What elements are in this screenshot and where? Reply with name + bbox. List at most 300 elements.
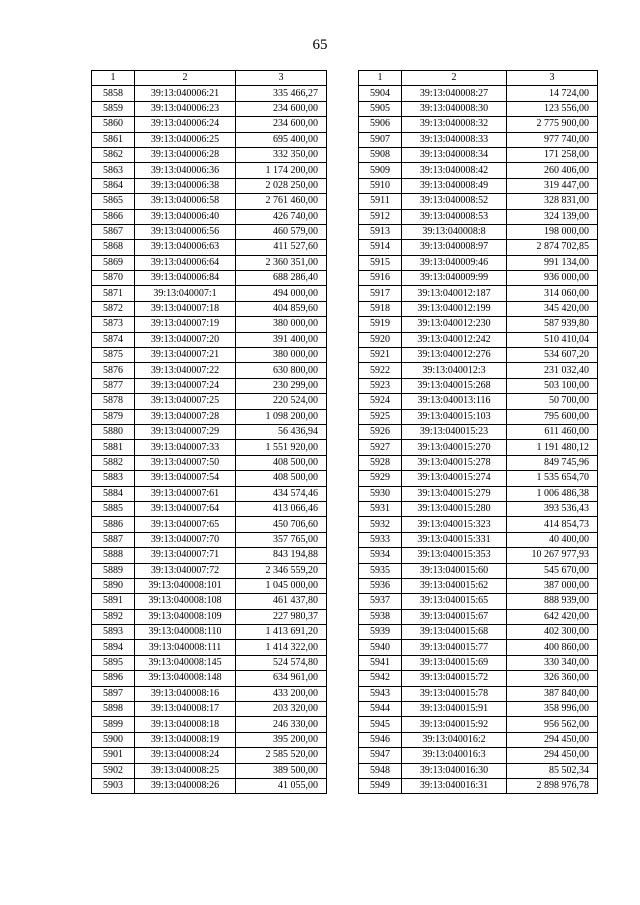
row-number: 5865 (92, 194, 135, 209)
table-row (92, 686, 327, 701)
cadastral-number: 39:13:040007:18 (135, 301, 236, 316)
cadastral-number: 39:13:040007:28 (135, 409, 236, 424)
table-row (92, 763, 327, 778)
row-number: 5936 (359, 578, 402, 593)
cadastral-number: 39:13:040006:63 (135, 240, 236, 255)
cadastral-number: 39:13:040015:103 (402, 409, 507, 424)
cadastral-number: 39:13:040006:64 (135, 255, 236, 270)
table-row (92, 194, 327, 209)
row-number: 5866 (92, 209, 135, 224)
row-number: 5869 (92, 255, 135, 270)
row-number: 5907 (359, 132, 402, 147)
cadastral-number: 39:13:040015:62 (402, 578, 507, 593)
row-number: 5926 (359, 424, 402, 439)
row-number: 5863 (92, 163, 135, 178)
table-row (92, 517, 327, 532)
row-number: 5949 (359, 778, 402, 793)
cadastral-value: 434 574,46 (236, 486, 327, 501)
cadastral-number: 39:13:040007:50 (135, 455, 236, 470)
table-row (92, 378, 327, 393)
table-row (92, 640, 327, 655)
cadastral-number: 39:13:040012:242 (402, 332, 507, 347)
cadastral-value: 358 996,00 (507, 702, 598, 717)
cadastral-number: 39:13:040007:72 (135, 563, 236, 578)
table-row (92, 702, 327, 717)
cadastral-number: 39:13:040006:21 (135, 86, 236, 101)
row-number: 5889 (92, 563, 135, 578)
cadastral-value: 198 000,00 (507, 224, 598, 239)
table-row (92, 117, 327, 132)
table-row (92, 86, 327, 101)
cadastral-number: 39:13:040008:109 (135, 609, 236, 624)
table-row (92, 671, 327, 686)
row-number: 5894 (92, 640, 135, 655)
row-number: 5861 (92, 132, 135, 147)
cadastral-value: 2 761 460,00 (236, 194, 327, 209)
cadastral-number: 39:13:040015:68 (402, 625, 507, 640)
row-number: 5915 (359, 255, 402, 270)
table-row (359, 117, 598, 132)
cadastral-number: 39:13:040012:187 (402, 286, 507, 301)
cadastral-value: 294 450,00 (507, 748, 598, 763)
cadastral-value: 332 350,00 (236, 147, 327, 162)
cadastral-value: 1 045 000,00 (236, 578, 327, 593)
cadastral-number: 39:13:040012:199 (402, 301, 507, 316)
table-row (359, 625, 598, 640)
row-number: 5880 (92, 424, 135, 439)
table-row (92, 332, 327, 347)
cadastral-value: 510 410,04 (507, 332, 598, 347)
row-number: 5921 (359, 348, 402, 363)
table-row (92, 748, 327, 763)
table-row (359, 686, 598, 701)
cadastral-number: 39:13:040006:24 (135, 117, 236, 132)
cadastral-value: 40 400,00 (507, 532, 598, 547)
cadastral-number: 39:13:040007:64 (135, 501, 236, 516)
row-number: 5931 (359, 501, 402, 516)
cadastral-number: 39:13:040013:116 (402, 394, 507, 409)
row-number: 5885 (92, 501, 135, 516)
column-header-3: 3 (236, 71, 327, 86)
cadastral-number: 39:13:040008:32 (402, 117, 507, 132)
table-row (359, 671, 598, 686)
cadastral-value: 220 524,00 (236, 394, 327, 409)
cadastral-value: 2 028 250,00 (236, 178, 327, 193)
cadastral-number: 39:13:040006:56 (135, 224, 236, 239)
row-number: 5922 (359, 363, 402, 378)
table-row (359, 486, 598, 501)
cadastral-value: 328 831,00 (507, 194, 598, 209)
cadastral-value: 294 450,00 (507, 732, 598, 747)
cadastral-number: 39:13:040015:67 (402, 609, 507, 624)
cadastral-value: 795 600,00 (507, 409, 598, 424)
cadastral-number: 39:13:040008:18 (135, 717, 236, 732)
table-row (359, 732, 598, 747)
table-row (359, 101, 598, 116)
cadastral-value: 411 527,60 (236, 240, 327, 255)
cadastral-number: 39:13:040006:25 (135, 132, 236, 147)
cadastral-value: 2 874 702,85 (507, 240, 598, 255)
table-body-right (359, 71, 598, 794)
table-row (92, 732, 327, 747)
table-row (359, 363, 598, 378)
table-row (359, 517, 598, 532)
table-row (92, 132, 327, 147)
table-row (359, 594, 598, 609)
row-number: 5928 (359, 455, 402, 470)
cadastral-value: 227 980,37 (236, 609, 327, 624)
cadastral-number: 39:13:040015:278 (402, 455, 507, 470)
cadastral-value: 1 535 654,70 (507, 471, 598, 486)
cadastral-number: 39:13:040015:23 (402, 424, 507, 439)
cadastral-number: 39:13:040015:353 (402, 548, 507, 563)
cadastral-number: 39:13:040012:230 (402, 317, 507, 332)
table-row (359, 178, 598, 193)
table-row (359, 471, 598, 486)
cadastral-number: 39:13:040006:23 (135, 101, 236, 116)
row-number: 5910 (359, 178, 402, 193)
cadastral-number: 39:13:040016:3 (402, 748, 507, 763)
cadastral-value: 345 420,00 (507, 301, 598, 316)
row-number: 5864 (92, 178, 135, 193)
cadastral-number: 39:13:040008:101 (135, 578, 236, 593)
row-number: 5883 (92, 471, 135, 486)
cadastral-value: 503 100,00 (507, 378, 598, 393)
cadastral-number: 39:13:040006:40 (135, 209, 236, 224)
cadastral-value: 234 600,00 (236, 117, 327, 132)
cadastral-number: 39:13:040007:1 (135, 286, 236, 301)
table-row (359, 455, 598, 470)
cadastral-value: 171 258,00 (507, 147, 598, 162)
cadastral-value: 393 536,43 (507, 501, 598, 516)
cadastral-number: 39:13:040015:268 (402, 378, 507, 393)
row-number: 5920 (359, 332, 402, 347)
row-number: 5892 (92, 609, 135, 624)
table-row (359, 224, 598, 239)
row-number: 5868 (92, 240, 135, 255)
cadastral-value: 391 400,00 (236, 332, 327, 347)
cadastral-value: 611 460,00 (507, 424, 598, 439)
cadastral-value: 56 436,94 (236, 424, 327, 439)
cadastral-value: 123 556,00 (507, 101, 598, 116)
row-number: 5872 (92, 301, 135, 316)
table-row (92, 363, 327, 378)
row-number: 5917 (359, 286, 402, 301)
table-row (92, 424, 327, 439)
row-number: 5875 (92, 348, 135, 363)
cadastral-number: 39:13:040012:3 (402, 363, 507, 378)
cadastral-value: 330 340,00 (507, 655, 598, 670)
row-number: 5933 (359, 532, 402, 547)
row-number: 5948 (359, 763, 402, 778)
page-number: 65 (312, 37, 328, 53)
table-row (92, 147, 327, 162)
table-row (92, 178, 327, 193)
table-row (359, 194, 598, 209)
row-number: 5906 (359, 117, 402, 132)
cadastral-value: 389 500,00 (236, 763, 327, 778)
row-number: 5886 (92, 517, 135, 532)
column-header-2: 2 (402, 71, 507, 86)
row-number: 5887 (92, 532, 135, 547)
cadastral-value: 10 267 977,93 (507, 548, 598, 563)
table-row (359, 378, 598, 393)
row-number: 5927 (359, 440, 402, 455)
cadastral-number: 39:13:040008:148 (135, 671, 236, 686)
cadastral-value: 1 414 322,00 (236, 640, 327, 655)
cadastral-number: 39:13:040015:279 (402, 486, 507, 501)
row-number: 5943 (359, 686, 402, 701)
cadastral-value: 395 200,00 (236, 732, 327, 747)
cadastral-value: 14 724,00 (507, 86, 598, 101)
row-number: 5924 (359, 394, 402, 409)
registry-table-left (91, 70, 327, 794)
row-number: 5859 (92, 101, 135, 116)
column-header-1: 1 (92, 71, 135, 86)
table-row (92, 394, 327, 409)
cadastral-value: 587 939,80 (507, 317, 598, 332)
row-number: 5911 (359, 194, 402, 209)
row-number: 5900 (92, 732, 135, 747)
table-row (359, 563, 598, 578)
row-number: 5923 (359, 378, 402, 393)
row-number: 5935 (359, 563, 402, 578)
table-row (359, 609, 598, 624)
cadastral-number: 39:13:040008:97 (402, 240, 507, 255)
table-row (92, 594, 327, 609)
cadastral-value: 326 360,00 (507, 671, 598, 686)
table-row (359, 763, 598, 778)
row-number: 5877 (92, 378, 135, 393)
table-row (92, 471, 327, 486)
table-row (92, 440, 327, 455)
row-number: 5947 (359, 748, 402, 763)
row-number: 5891 (92, 594, 135, 609)
cadastral-value: 849 745,96 (507, 455, 598, 470)
row-number: 5904 (359, 86, 402, 101)
column-header-2: 2 (135, 71, 236, 86)
cadastral-value: 1 006 486,38 (507, 486, 598, 501)
table-row (92, 240, 327, 255)
row-number: 5934 (359, 548, 402, 563)
cadastral-number: 39:13:040007:20 (135, 332, 236, 347)
row-number: 5905 (359, 101, 402, 116)
cadastral-value: 634 961,00 (236, 671, 327, 686)
table-row (359, 163, 598, 178)
cadastral-value: 231 032,40 (507, 363, 598, 378)
row-number: 5919 (359, 317, 402, 332)
row-number: 5946 (359, 732, 402, 747)
row-number: 5878 (92, 394, 135, 409)
cadastral-number: 39:13:040007:70 (135, 532, 236, 547)
cadastral-value: 956 562,00 (507, 717, 598, 732)
cadastral-number: 39:13:040006:28 (135, 147, 236, 162)
table-row (359, 717, 598, 732)
table-row (359, 86, 598, 101)
cadastral-value: 1 191 480,12 (507, 440, 598, 455)
cadastral-value: 545 670,00 (507, 563, 598, 578)
cadastral-value: 2 898 976,78 (507, 778, 598, 793)
cadastral-number: 39:13:040007:29 (135, 424, 236, 439)
cadastral-value: 1 098 200,00 (236, 409, 327, 424)
table-row (359, 424, 598, 439)
row-number: 5914 (359, 240, 402, 255)
row-number: 5941 (359, 655, 402, 670)
row-number: 5938 (359, 609, 402, 624)
cadastral-value: 380 000,00 (236, 317, 327, 332)
cadastral-value: 630 800,00 (236, 363, 327, 378)
cadastral-number: 39:13:040007:71 (135, 548, 236, 563)
row-number: 5893 (92, 625, 135, 640)
table-row (92, 101, 327, 116)
cadastral-value: 2 360 351,00 (236, 255, 327, 270)
cadastral-number: 39:13:040015:274 (402, 471, 507, 486)
cadastral-value: 2 585 520,00 (236, 748, 327, 763)
registry-table-right (358, 70, 598, 794)
cadastral-number: 39:13:040007:19 (135, 317, 236, 332)
cadastral-value: 991 134,00 (507, 255, 598, 270)
table-row (92, 317, 327, 332)
table-row (92, 778, 327, 793)
cadastral-value: 843 194,88 (236, 548, 327, 563)
row-number: 5932 (359, 517, 402, 532)
table-row (359, 240, 598, 255)
cadastral-number: 39:13:040007:33 (135, 440, 236, 455)
cadastral-number: 39:13:040008:42 (402, 163, 507, 178)
cadastral-value: 335 466,27 (236, 86, 327, 101)
table-row (359, 409, 598, 424)
cadastral-number: 39:13:040008:25 (135, 763, 236, 778)
cadastral-number: 39:13:040015:331 (402, 532, 507, 547)
table-row (92, 455, 327, 470)
cadastral-value: 408 500,00 (236, 471, 327, 486)
cadastral-value: 402 300,00 (507, 625, 598, 640)
row-number: 5945 (359, 717, 402, 732)
cadastral-value: 260 406,00 (507, 163, 598, 178)
cadastral-value: 246 330,00 (236, 717, 327, 732)
row-number: 5858 (92, 86, 135, 101)
row-number: 5879 (92, 409, 135, 424)
cadastral-value: 50 700,00 (507, 394, 598, 409)
row-number: 5912 (359, 209, 402, 224)
cadastral-number: 39:13:040008:52 (402, 194, 507, 209)
cadastral-number: 39:13:040007:21 (135, 348, 236, 363)
cadastral-number: 39:13:040008:111 (135, 640, 236, 655)
cadastral-number: 39:13:040008:24 (135, 748, 236, 763)
cadastral-value: 433 200,00 (236, 686, 327, 701)
row-number: 5903 (92, 778, 135, 793)
table-row (359, 640, 598, 655)
cadastral-number: 39:13:040016:2 (402, 732, 507, 747)
row-number: 5899 (92, 717, 135, 732)
cadastral-number: 39:13:040008:108 (135, 594, 236, 609)
table-row (92, 271, 327, 286)
cadastral-value: 642 420,00 (507, 609, 598, 624)
cadastral-number: 39:13:040015:280 (402, 501, 507, 516)
table-row (92, 348, 327, 363)
table-row (92, 486, 327, 501)
row-number: 5882 (92, 455, 135, 470)
cadastral-value: 524 574,80 (236, 655, 327, 670)
table-row (359, 532, 598, 547)
cadastral-value: 461 437,80 (236, 594, 327, 609)
cadastral-value: 400 860,00 (507, 640, 598, 655)
row-number: 5888 (92, 548, 135, 563)
row-number: 5871 (92, 286, 135, 301)
row-number: 5890 (92, 578, 135, 593)
row-number: 5930 (359, 486, 402, 501)
cadastral-number: 39:13:040012:276 (402, 348, 507, 363)
cadastral-number: 39:13:040008:49 (402, 178, 507, 193)
cadastral-value: 1 551 920,00 (236, 440, 327, 455)
column-header-3: 3 (507, 71, 598, 86)
cadastral-value: 977 740,00 (507, 132, 598, 147)
row-number: 5901 (92, 748, 135, 763)
table-row (92, 209, 327, 224)
cadastral-number: 39:13:040006:84 (135, 271, 236, 286)
table-row (359, 702, 598, 717)
cadastral-value: 324 139,00 (507, 209, 598, 224)
cadastral-number: 39:13:040006:38 (135, 178, 236, 193)
table-row (92, 286, 327, 301)
row-number: 5918 (359, 301, 402, 316)
cadastral-value: 2 775 900,00 (507, 117, 598, 132)
row-number: 5895 (92, 655, 135, 670)
row-number: 5897 (92, 686, 135, 701)
cadastral-value: 203 320,00 (236, 702, 327, 717)
row-number: 5944 (359, 702, 402, 717)
row-number: 5942 (359, 671, 402, 686)
row-number: 5898 (92, 702, 135, 717)
cadastral-number: 39:13:040008:30 (402, 101, 507, 116)
row-number: 5929 (359, 471, 402, 486)
cadastral-number: 39:13:040015:323 (402, 517, 507, 532)
table-row (359, 748, 598, 763)
table-row (359, 332, 598, 347)
cadastral-number: 39:13:040015:270 (402, 440, 507, 455)
table-row (92, 655, 327, 670)
table-row (359, 440, 598, 455)
cadastral-number: 39:13:040016:30 (402, 763, 507, 778)
cadastral-value: 460 579,00 (236, 224, 327, 239)
cadastral-number: 39:13:040007:61 (135, 486, 236, 501)
row-number: 5874 (92, 332, 135, 347)
cadastral-number: 39:13:040016:31 (402, 778, 507, 793)
table-row (359, 286, 598, 301)
cadastral-value: 85 502,34 (507, 763, 598, 778)
table-row (92, 301, 327, 316)
row-number: 5940 (359, 640, 402, 655)
cadastral-number: 39:13:040015:91 (402, 702, 507, 717)
row-number: 5939 (359, 625, 402, 640)
cadastral-number: 39:13:040015:69 (402, 655, 507, 670)
row-number: 5884 (92, 486, 135, 501)
cadastral-number: 39:13:040007:24 (135, 378, 236, 393)
cadastral-number: 39:13:040009:46 (402, 255, 507, 270)
cadastral-value: 414 854,73 (507, 517, 598, 532)
cadastral-value: 688 286,40 (236, 271, 327, 286)
cadastral-number: 39:13:040006:36 (135, 163, 236, 178)
cadastral-number: 39:13:040007:65 (135, 517, 236, 532)
cadastral-value: 404 859,60 (236, 301, 327, 316)
table-row (359, 271, 598, 286)
row-number: 5925 (359, 409, 402, 424)
table-header-row (359, 71, 598, 86)
table-row (92, 609, 327, 624)
cadastral-value: 387 840,00 (507, 686, 598, 701)
row-number: 5870 (92, 271, 135, 286)
table-row (359, 548, 598, 563)
